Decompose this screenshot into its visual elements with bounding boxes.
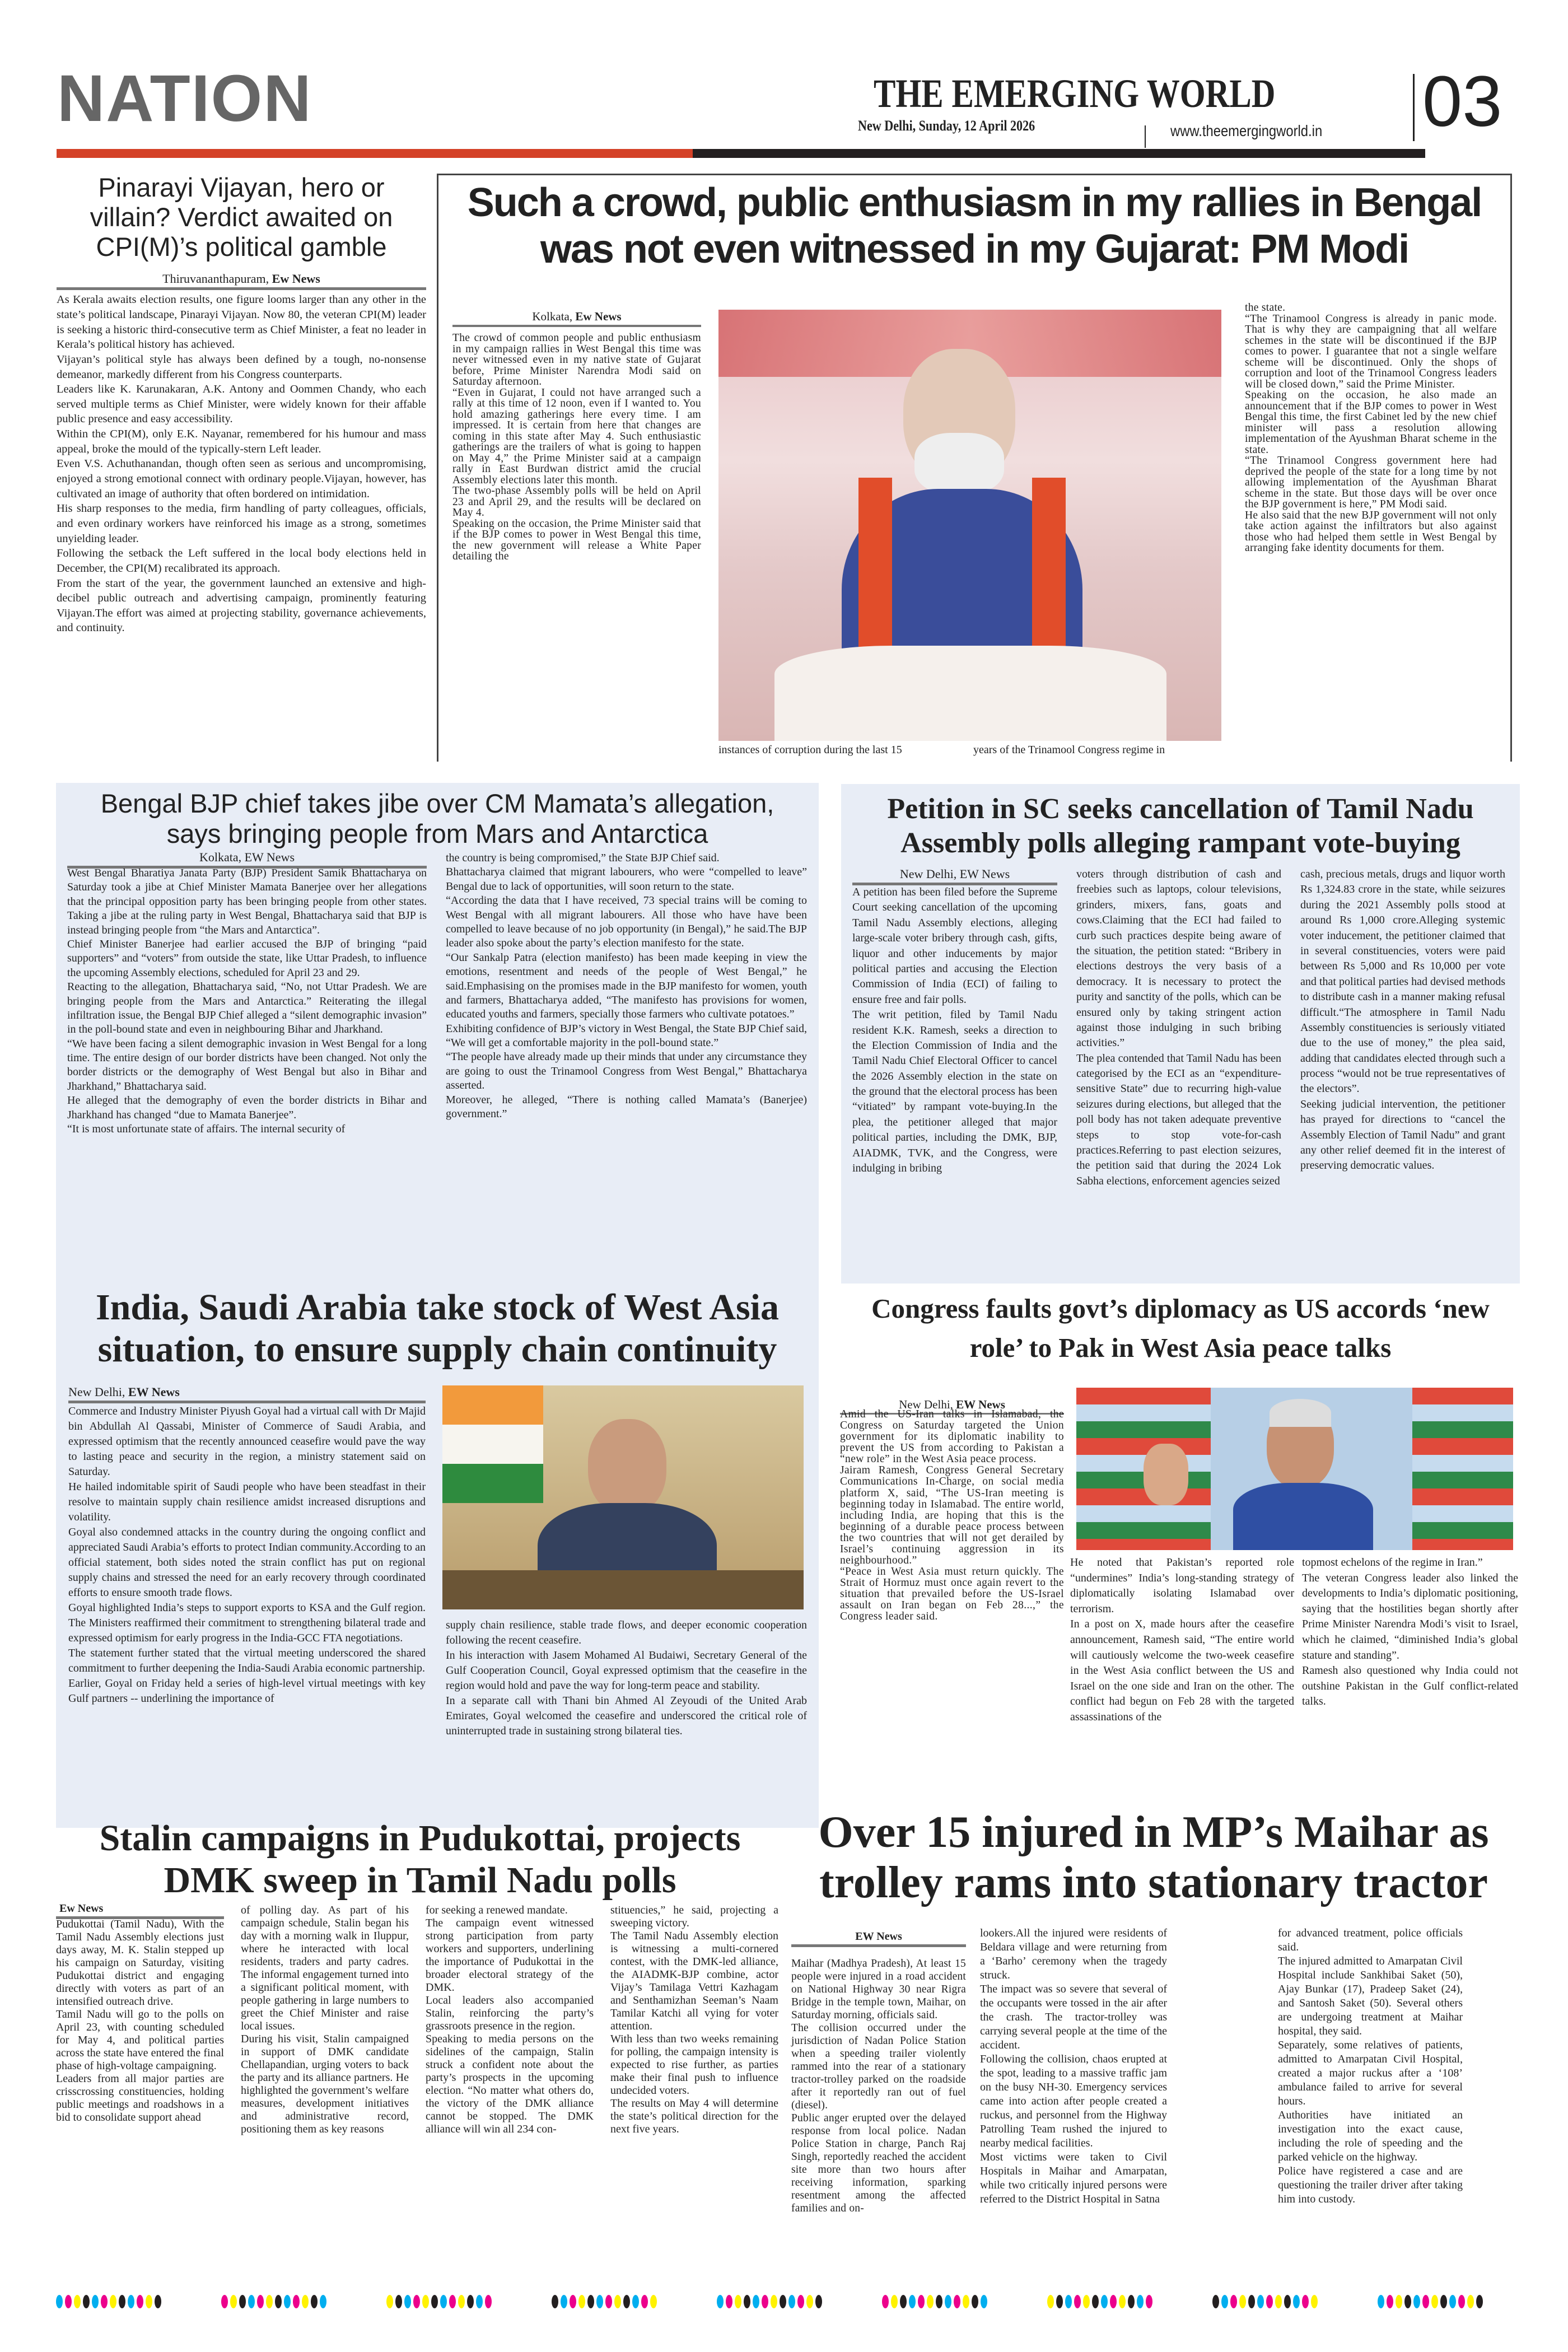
registration-dot bbox=[110, 2295, 116, 2308]
registration-dot bbox=[155, 2295, 161, 2308]
article-dateline bbox=[57, 272, 426, 290]
registration-dot bbox=[1302, 2295, 1309, 2308]
paragraph: The statement further stated that the virtual meeting underscored the shared commitment to further deepening the India-Saudi Arabia economic partnership. bbox=[68, 1647, 426, 1674]
registration-dot bbox=[293, 2295, 300, 2308]
registration-dot bbox=[1413, 2295, 1420, 2308]
issue-date: New Delhi, Sunday, 12 April 2026 bbox=[858, 118, 1035, 134]
registration-mark-group bbox=[56, 2295, 161, 2308]
registration-dot bbox=[900, 2295, 907, 2308]
registration-dot bbox=[221, 2295, 228, 2308]
registration-dot bbox=[74, 2295, 81, 2308]
paragraph: cash, precious metals, drugs and liquor worth Rs 1,324.83 crore in the state, while seizures during the 2021 Assembly polls stood at around Rs 1,000 crore.Alleging systemic voter inducement, the petitioner claimed that in several constituencies, voters were paid between Rs 5,000 and Rs 10,000 per vote and that political parties had devised methods to distribute cash in a manner making refusal difficult.“The atmosphere in Tamil Nadu Assembly constituencies is seriously vitiated due to the use of money,” the plea said, adding that candidates elected through such a process “would not be true representatives of the electors”. bbox=[1300, 868, 1505, 1095]
registration-mark-group bbox=[552, 2295, 657, 2308]
registration-dot bbox=[605, 2295, 612, 2308]
paragraph: As Kerala awaits election results, one figure looms larger than any other in the state’s political landscape, Pinarayi Vijayan. Now 80, the veteran CPI(M) leader is seeking a historic third-consecutive term as Chief Minister, a feat no leader in Kerala’s political history has achieved. bbox=[57, 293, 426, 351]
article-dateline bbox=[791, 1930, 966, 1947]
paragraph: He also said that the new BJP government will not only take action against the infiltrators but also against those who had helped them settle in West Bengal by arranging fake identity documents for them. bbox=[1245, 509, 1497, 554]
masthead-rule-red bbox=[57, 149, 693, 158]
registration-dot bbox=[1083, 2295, 1090, 2308]
registration-dot bbox=[1440, 2295, 1447, 2308]
registration-dot bbox=[422, 2295, 429, 2308]
article-body-col2 bbox=[446, 1618, 807, 1739]
party-symbol-backdrop bbox=[1412, 1388, 1513, 1550]
registration-dot bbox=[1467, 2295, 1474, 2308]
registration-dot bbox=[614, 2295, 621, 2308]
registration-mark-group bbox=[1378, 2295, 1483, 2308]
registration-dot bbox=[788, 2295, 795, 2308]
paragraph: The two-phase Assembly polls will be held on April 23 and April 29, and the results will be declared on May 4. bbox=[452, 485, 701, 519]
paragraph: “The people have already made up their minds that under any circumstance they are going to oust the Trinamool Congress from West Bengal,” Bhattacharya asserted. bbox=[446, 1051, 807, 1092]
dateline-place: Thiruvananthapuram, bbox=[162, 272, 269, 286]
page-number-divider bbox=[1413, 74, 1415, 141]
paragraph: “It is most unfortunate state of affairs. The internal security of bbox=[67, 1123, 346, 1136]
paragraph: “Peace in West Asia must return quickly. The Strait of Hormuz must once again revert to the situation that prevailed before the US-Israel assault on Iran began on Feb 28...,” the Congress leader said. bbox=[840, 1566, 1064, 1623]
paragraph: Police have registered a case and are questioning the trailer driver after taking him into custody. bbox=[1278, 2165, 1463, 2205]
paragraph: In his interaction with Jasem Mohamed Al Budaiwi, Secretary General of the Gulf Cooperation Council, Goyal expressed optimism that the ceasefire in the region would hold and pave the way for long-term peace and stability. bbox=[446, 1649, 807, 1692]
flag-white bbox=[442, 1425, 543, 1464]
registration-dot bbox=[458, 2295, 465, 2308]
registration-dot bbox=[561, 2295, 567, 2308]
article-body-col2 bbox=[446, 851, 807, 1121]
registration-dot bbox=[623, 2295, 630, 2308]
registration-dot bbox=[1431, 2295, 1438, 2308]
registration-dot bbox=[1404, 2295, 1411, 2308]
flag-green bbox=[442, 1464, 543, 1503]
registration-dot bbox=[762, 2295, 768, 2308]
paragraph: “According the data that I have received, 73 special trains will be coming to West Bengal with all migrant labourers. All those who have have been compelled to leave because of no job opportunity (in Bengal),” he said.The BJP leader also spoke about the party’s election manifesto for the state. bbox=[446, 894, 807, 950]
masthead-divider bbox=[1145, 125, 1146, 148]
registration-dot bbox=[1092, 2295, 1099, 2308]
photo-caption-right: years of the Trinamool Congress regime in bbox=[973, 744, 1165, 756]
paragraph: lookers.All the injured were residents of Beldara village and were returning from a ‘Barho’ ceremony when the tragedy struck. bbox=[980, 1927, 1167, 1981]
paragraph: Authorities have initiated an investigation into the exact cause, including the role of speeding and the parked vehicle on the highway. bbox=[1278, 2109, 1463, 2163]
registration-mark-group bbox=[221, 2295, 326, 2308]
registration-dot bbox=[302, 2295, 309, 2308]
paragraph: “The Trinamool Congress government here had deprived the people of the state for a long time by not allowing implementation of the Ayushman Bharat scheme in the state. But those days will be over once the BJP government is here,” PM Modi said. bbox=[1245, 455, 1497, 510]
section-title: NATION bbox=[57, 62, 312, 136]
paragraph: supply chain resilience, stable trade flows, and deeper economic cooperation following the recent ceasefire. bbox=[446, 1619, 807, 1646]
article-headline: Such a crowd, public enthusiasm in my rallies in Bengal was not even witnessed in my Gujarat: PM Modi bbox=[467, 180, 1482, 272]
registration-dot bbox=[257, 2295, 264, 2308]
paragraph: Speaking on the occasion, he also made an announcement that if the BJP comes to power in West Bengal this time, the first Cabinet led by the new chief minister will pass a resolution allowing implementation of the Ayushman Bharat scheme in the state. bbox=[1245, 389, 1497, 456]
podium bbox=[774, 646, 1166, 741]
registration-dot bbox=[972, 2295, 978, 2308]
goyal-video-call-photo bbox=[442, 1385, 804, 1609]
registration-dot bbox=[1293, 2295, 1300, 2308]
paragraph: Tamil Nadu will go to the polls on April 23, with counting scheduled for May 4, and political parties across the state have entered the final phase of high-voltage campaigning. bbox=[56, 2008, 224, 2072]
paragraph: Ramesh also questioned why India could not outshine Pakistan in the Gulf conflict-related talks. bbox=[1302, 1664, 1518, 1708]
registration-dot bbox=[56, 2295, 63, 2308]
paragraph: Reacting to the allegation, Bhattacharya said, “No, not Uttar Pradesh. We are bringing people from the Mars and Antarctica.” Reiterating the illegal infiltration issue, the Bengal BJP Chief alleged a “silent demographic invasion” in the poll-bound state and even in neighbouring Bihar and Jharkhand. bbox=[67, 981, 427, 1036]
registration-dot bbox=[891, 2295, 898, 2308]
article-body-col1 bbox=[67, 866, 427, 1136]
paragraph: stituencies,” he said, projecting a sweeping victory. bbox=[610, 1904, 778, 1929]
registration-dot bbox=[981, 2295, 987, 2308]
registration-dot bbox=[806, 2295, 813, 2308]
registration-dot bbox=[882, 2295, 889, 2308]
registration-dot bbox=[137, 2295, 143, 2308]
registration-dot bbox=[578, 2295, 585, 2308]
registration-dot bbox=[101, 2295, 108, 2308]
dateline-agency: EW News bbox=[956, 1398, 1005, 1411]
registration-dot bbox=[128, 2295, 134, 2308]
paragraph: Speaking to media persons on the sidelines of the campaign, Stalin struck a confident note about the party’s prospects in the upcoming election. “No matter what others do, the victory of the DMK alliance cannot be stopped. The DMK alliance will win all 234 con- bbox=[426, 2033, 594, 2135]
paragraph: West Bengal Bharatiya Janata Party (BJP) President Samik Bhattacharya on Saturday took a jibe at Chief Minister Mamata Banerjee over her allegations that the principal opposition party has been bringing people from other states. Taking a jibe at the ruling party in West Bengal, Bhattacharya said that BJP is instead bringing people from “the Mars and Antarctica”. bbox=[67, 867, 427, 936]
masthead-rule-black bbox=[693, 149, 1425, 158]
registration-dot bbox=[587, 2295, 594, 2308]
dateline-agency: Ew News bbox=[272, 272, 320, 286]
article-headline: Over 15 injured in MP’s Maihar as trolley rams into stationary tractor bbox=[818, 1808, 1489, 1907]
registration-dot bbox=[771, 2295, 777, 2308]
registration-dot bbox=[1248, 2295, 1255, 2308]
registration-dot bbox=[927, 2295, 934, 2308]
newspaper-title: THE EMERGING WORLD bbox=[874, 71, 1276, 116]
article-body-col1 bbox=[56, 1918, 224, 2124]
registration-dot bbox=[1311, 2295, 1318, 2308]
article-body-col3 bbox=[426, 1904, 594, 2136]
article-dateline bbox=[68, 1385, 426, 1403]
registration-dot bbox=[954, 2295, 960, 2308]
registration-dot bbox=[1266, 2295, 1273, 2308]
dateline-agency: Ew News bbox=[59, 1902, 104, 1915]
paragraph: the country is being compromised,” the State BJP Chief said. bbox=[446, 852, 720, 864]
article-headline: Petition in SC seeks cancellation of Tamil Nadu Assembly polls alleging rampant vote-buying bbox=[887, 793, 1474, 860]
paragraph: “The Trinamool Congress is already in panic mode. That is why they are campaigning that all welfare schemes in the state will be discontinued if the BJP comes to power. I guarantee that not a single welfare scheme will be discontinued. Only the shops of corruption and loot of the Trinamool Congress leaders will be closed down,” said the Prime Minister. bbox=[1245, 312, 1497, 390]
paragraph: for seeking a renewed mandate. bbox=[426, 1904, 568, 1916]
registration-dot bbox=[1128, 2295, 1135, 2308]
registration-dot bbox=[320, 2295, 326, 2308]
paragraph: topmost echelons of the regime in Iran.” bbox=[1302, 1556, 1483, 1569]
article-body-col3 bbox=[1302, 1555, 1518, 1710]
paragraph: He alleged that the demography of even the border districts in Bihar and Jharkhand has changed “due to Mamata Banerjee”. bbox=[67, 1094, 427, 1121]
registration-dot bbox=[65, 2295, 72, 2308]
registration-dot bbox=[1101, 2295, 1108, 2308]
registration-dot bbox=[1378, 2295, 1384, 2308]
website-link[interactable]: www.theemergingworld.in bbox=[1170, 122, 1323, 139]
paragraph: “Even in Gujarat, I could not have arranged such a rally at this time of 12 noon, even if I wanted to. You hold amazing gatherings here every time. I am impressed. It is certain from here that changes are coming in this state after May 4. Such enthusiastic gatherings are the trailers of what is going to happen on May 4,” the Prime Minister said at a campaign rally in East Burdwan district amid the crucial Assembly elections later this month. bbox=[452, 386, 701, 486]
paragraph: Amid the US-Iran talks in Islamabad, the Congress on Saturday targeted the Union government for its diplomatic inability to prevent the US from according to Pakistan a “new role” in the West Asia peace process. bbox=[840, 1408, 1064, 1466]
print-registration-marks bbox=[56, 2295, 1523, 2308]
registration-dot bbox=[753, 2295, 759, 2308]
registration-mark-group bbox=[717, 2295, 822, 2308]
article-body-col1 bbox=[791, 1957, 966, 2215]
registration-dot bbox=[1221, 2295, 1228, 2308]
paragraph: From the start of the year, the government launched an extensive and high-decibel public outreach and advertising campaign, prominently featuring Vijayan.The effort was aimed at projecting stability, governance achievements, and continuity. bbox=[57, 577, 426, 634]
registration-dot bbox=[641, 2295, 648, 2308]
paragraph: Local leaders also accompanied Stalin, reinforcing the party’s grassroots presence in the region. bbox=[426, 1994, 594, 2032]
registration-dot bbox=[413, 2295, 420, 2308]
dateline-agency: Ew News bbox=[575, 310, 622, 323]
paragraph: of polling day. As part of his campaign schedule, Stalin began his day with a morning walk in Iluppur, where he interacted with local residents, traders and party cadres. The informal engagement turned into a significant political moment, with people gathering in large numbers to greet the Chief Minister and raise local issues. bbox=[241, 1904, 409, 2032]
paragraph: Following the setback the Left suffered in the local body elections held in December, the CPI(M) recalibrated its approach. bbox=[57, 547, 426, 575]
article-headline: Bengal BJP chief takes jibe over CM Mamata’s allegation, says bringing people from Mars and Antarctica bbox=[100, 788, 774, 849]
registration-mark-group bbox=[882, 2295, 987, 2308]
paragraph: The campaign event witnessed strong participation from party workers and supporters, underlining the importance of Pudukottai in the broader electoral strategy of the DMK. bbox=[426, 1917, 594, 1994]
registration-dot bbox=[744, 2295, 750, 2308]
article-headline: Stalin campaigns in Pudukottai, projects DMK sweep in Tamil Nadu polls bbox=[99, 1818, 741, 1901]
registration-dot bbox=[650, 2295, 657, 2308]
registration-dot bbox=[386, 2295, 393, 2308]
registration-dot bbox=[266, 2295, 273, 2308]
registration-dot bbox=[909, 2295, 916, 2308]
registration-dot bbox=[726, 2295, 732, 2308]
flag-saffron bbox=[442, 1385, 543, 1425]
article-vijayan bbox=[57, 172, 426, 760]
registration-dot bbox=[1119, 2295, 1126, 2308]
registration-dot bbox=[449, 2295, 456, 2308]
registration-dot bbox=[230, 2295, 237, 2308]
paragraph: Moreover, he alleged, “There is nothing called Mamata’s (Banerjee) government.” bbox=[446, 1093, 807, 1121]
article-headline: Pinarayi Vijayan, hero or villain? Verdict awaited on CPI(M)’s political gamble bbox=[90, 172, 393, 262]
paragraph: His sharp responses to the media, firm handling of party colleagues, officials, and even ordinary workers have reinforced his image as a strong, sometimes unyielding leader. bbox=[57, 502, 426, 545]
article-body-col2 bbox=[980, 1926, 1167, 2206]
article-headline: India, Saudi Arabia take stock of West Asia situation, to ensure supply chain continuity bbox=[95, 1287, 780, 1370]
paragraph: He hailed indomitable spirit of Saudi people who have been steadfast in their resolve to maintain supply chain resilience amidst increased disruptions and volatility. bbox=[68, 1481, 426, 1523]
paragraph: The impact was so severe that several of the occupants were tossed in the air after the crash. The tractor-trolley was carrying several people at the time of the accident. bbox=[980, 1983, 1167, 2051]
article-body-col4 bbox=[610, 1904, 778, 2136]
registration-dot bbox=[92, 2295, 99, 2308]
dateline-place: Kolkata, bbox=[532, 310, 573, 323]
registration-dot bbox=[275, 2295, 282, 2308]
registration-mark-group bbox=[1047, 2295, 1152, 2308]
registration-dot bbox=[717, 2295, 724, 2308]
desk bbox=[442, 1570, 804, 1609]
paragraph: for advanced treatment, police officials said. bbox=[1278, 1927, 1463, 1953]
paragraph: “Our Sankalp Patra (election manifesto) has been made keeping in view the emotions, resentment and needs of the people of West Bengal,” he said.Emphasising on the promises made in the BJP manifesto for women, youth and farmers, Bhattacharya added, “The manifesto has provisions for women, educated youths and farmers, specially those farmers who cultivate potatoes.” bbox=[446, 951, 807, 1021]
registration-dot bbox=[1065, 2295, 1072, 2308]
registration-dot bbox=[119, 2295, 125, 2308]
paragraph: Even V.S. Achuthanandan, though often seen as serious and uncompromising, enjoyed a strong emotional connect with ordinary people.Vijayan, however, has cultivated an image of authority that often bordered on intimidation. bbox=[57, 458, 426, 500]
registration-dot bbox=[1476, 2295, 1483, 2308]
paragraph: In a separate call with Thani bin Ahmed Al Zeyoudi of the United Arab Emirates, Goyal welcomed the ceasefire and underscored the critical role of uninterrupted trade in sustaining strong bilateral ties. bbox=[446, 1695, 807, 1737]
article-dateline: New Delhi, EW News bbox=[852, 867, 1057, 885]
registration-dot bbox=[596, 2295, 603, 2308]
paragraph: The plea contended that Tamil Nadu has been categorised by the ECI as an “expenditure-sensitive State” due to recurring high-value seizures during elections, but alleged that the poll body has not taken adequate preventive steps to stop vote-for-cash practices.Referring to past election seizures, the petition said that during the 2024 Lok Sabha elections, enforcement agencies seized bbox=[1076, 1052, 1281, 1187]
article-body-col1 bbox=[852, 885, 1057, 1176]
paragraph: In a post on X, made hours after the ceasefire announcement, Ramesh said, “The entire world will cautiously welcome the two-week ceasefire in the West Asia conflict between the US and Israel on the one side and Iran on the other. The conflict had begun on Feb 28 with the targeted assassinations of the bbox=[1070, 1618, 1294, 1723]
registration-dot bbox=[440, 2295, 447, 2308]
paragraph: Commerce and Industry Minister Piyush Goyal had a virtual call with Dr Majid bin Abdullah Al Qassabi, Minister of Commerce of Saudi Arabia, and expressed optimism that the recently announced ceasefire would pave the way to lasting peace and security in the region, a ministry statement said on Saturday. bbox=[68, 1405, 426, 1478]
article-dateline bbox=[452, 310, 701, 327]
dateline-place: New Delhi, bbox=[68, 1385, 125, 1399]
registration-dot bbox=[284, 2295, 291, 2308]
paragraph: The veteran Congress leader also linked the developments to India’s diplomatic positioning, saying that the hostilities began shortly after Prime Minister Narendra Modi’s visit to Israel, which he claimed, “diminished India’s global stature and standing”. bbox=[1302, 1571, 1518, 1662]
paragraph: Speaking on the occasion, the Prime Minister said that if the BJP comes to power in West Bengal this time, the new government will release a White Paper detailing the bbox=[452, 517, 701, 562]
paragraph: Goyal highlighted India’s steps to support exports to KSA and the Gulf region. The Ministers reaffirmed their commitment to strengthening bilateral trade and expressed optimism for early progress in the India-GCC FTA negotiations. bbox=[68, 1602, 426, 1644]
raised-hand bbox=[1144, 1444, 1188, 1505]
paragraph: A petition has been filed before the Supreme Court seeking cancellation of the upcoming Tamil Nadu Assembly elections, alleging large-scale voter bribery through cash, gifts, liquor and other inducements by major political parties and accusing the Election Commission of India (ECI) of failing to ensure free and fair polls. bbox=[852, 886, 1057, 1006]
paragraph: During his visit, Stalin campaigned in support of DMK candidate Chellapandian, urging voters to back the party and its alliance partners. He highlighted the government’s welfare measures, development initiatives and administrative record, positioning them as key reasons bbox=[241, 2033, 409, 2135]
paragraph: Separately, some relatives of patients, admitted to Amarpatan Civil Hospital, created a major ruckus after a ‘108’ ambulance failed to arrive for several hours. bbox=[1278, 2039, 1463, 2107]
registration-dot bbox=[1074, 2295, 1081, 2308]
paragraph: Jairam Ramesh, Congress General Secretary Communications In-Charge, on social media platform X, said, “The US-Iran meeting is beginning today in Islamabad. The entire world, including India, are hoping that this is the beginning of a durable peace process between the two countries that will not get derailed by Israel’s continuing aggression in its neighbourhood.” bbox=[840, 1464, 1064, 1567]
paragraph: Within the CPI(M), only E.K. Nayanar, remembered for his humour and mass appeal, broke the mould of the typically-stern Left leader. bbox=[57, 428, 426, 455]
registration-dot bbox=[467, 2295, 474, 2308]
registration-dot bbox=[1056, 2295, 1063, 2308]
paragraph: Bhattacharya claimed that migrant labourers, who were “compelled to leave” Bengal due to lack of opportunities, will soon return to the state. bbox=[446, 866, 807, 893]
registration-dot bbox=[1422, 2295, 1429, 2308]
registration-dot bbox=[239, 2295, 246, 2308]
paragraph: Most victims were taken to Civil Hospitals in Maihar and Amarpatan, while two critically injured persons were referred to the District Hospital in Satna bbox=[980, 2151, 1167, 2205]
article-body-col3 bbox=[1245, 302, 1497, 554]
registration-dot bbox=[936, 2295, 942, 2308]
registration-mark-group bbox=[386, 2295, 492, 2308]
paragraph: Vijayan’s political style has always been defined by a tough, no-nonsense demeanor, markedly different from his Congress counterparts. bbox=[57, 353, 426, 381]
paragraph: With less than two weeks remaining for polling, the campaign intensity is expected to rise further, as parties make their final push to influence undecided voters. bbox=[610, 2033, 778, 2097]
registration-dot bbox=[1257, 2295, 1264, 2308]
paragraph: The collision occurred under the jurisdiction of Nadan Police Station when a speeding trailer violently rammed into the rear of a stationary tractor-trolley parked on the roadside after it reportedly ran out of fuel (diesel). bbox=[791, 2022, 966, 2111]
paragraph: The writ petition, filed by Tamil Nadu resident K.K. Ramesh, seeks a direction to the Election Commission of India and the Tamil Nadu Chief Electoral Officer to cancel the 2026 Assembly election in the state on the ground that the electoral process has been “vitiated” by rampant vote-buying.In the plea, the petitioner alleged that major political parties, including the DMK, BJP, AIADMK, TVK, and the Congress, were indulging in bribing bbox=[852, 1009, 1057, 1175]
dateline-place: New Delhi, bbox=[899, 1398, 953, 1411]
paragraph: voters through distribution of cash and freebies such as laptops, colour televisions, grinders, mixers, fans, goats and cows.Claiming that the ECI had failed to curb such practices despite being aware of the situation, the petition stated: “Bribery in elections destroys the very basis of a democracy. It is necessary to protect the purity and sanctity of the polls, which can be ensured only by taking stringent action against those indulging in such bribing activities.” bbox=[1076, 868, 1281, 1049]
registration-dot bbox=[945, 2295, 951, 2308]
article-body-col2 bbox=[1070, 1555, 1294, 1725]
registration-dot bbox=[815, 2295, 822, 2308]
registration-dot bbox=[404, 2295, 411, 2308]
article-dateline: Kolkata, EW News bbox=[67, 850, 427, 869]
registration-dot bbox=[146, 2295, 152, 2308]
paragraph: He noted that Pakistan’s reported role “undermines” India’s long-standing strategy of diplomatically isolating Islamabad over terrorism. bbox=[1070, 1556, 1294, 1615]
registration-dot bbox=[918, 2295, 925, 2308]
registration-dot bbox=[395, 2295, 402, 2308]
article-body-col1 bbox=[452, 333, 701, 562]
paragraph: Chief Minister Banerjee had earlier accused the BJP of bringing “paid supporters” and “voters” from outside the state, like Uttar Pradesh, to influence the upcoming Assembly elections, scheduled for April 23 and 29. bbox=[67, 937, 427, 979]
article-body-col1 bbox=[840, 1409, 1064, 1622]
article-body-col1 bbox=[68, 1404, 426, 1706]
speaker-jacket bbox=[1233, 1483, 1373, 1550]
speaker-beard bbox=[914, 433, 1004, 494]
article-body-col2 bbox=[241, 1904, 409, 2136]
photo-caption-left: instances of corruption during the last 15 bbox=[718, 744, 902, 756]
paragraph: The crowd of common people and public enthusiasm in my campaign rallies in West Bengal this time was never witnessed even in my native state of Gujarat before, Prime Minister Narendra Modi said on Saturday afternoon. bbox=[452, 332, 701, 388]
registration-dot bbox=[632, 2295, 639, 2308]
registration-dot bbox=[1230, 2295, 1237, 2308]
registration-dot bbox=[1146, 2295, 1152, 2308]
jairam-ramesh-photo bbox=[1076, 1388, 1513, 1550]
paragraph: Maihar (Madhya Pradesh), At least 15 people were injured in a road accident on National Highway 30 near Rigra Bridge in the temple town, Maihar, on Saturday morning, officials said. bbox=[791, 1958, 966, 2021]
paragraph: the state. bbox=[1245, 302, 1286, 314]
registration-dot bbox=[963, 2295, 969, 2308]
paragraph: The results on May 4 will determine the state’s political direction for the next five years. bbox=[610, 2097, 778, 2135]
registration-dot bbox=[1137, 2295, 1144, 2308]
paragraph: Earlier, Goyal on Friday held a series of high-level virtual meetings with key Gulf partners -- underlining the importance of bbox=[68, 1677, 426, 1705]
article-headline: Congress faults govt’s diplomacy as US accords ‘new role’ to Pak in West Asia peace talks bbox=[871, 1293, 1490, 1363]
speaker-hair bbox=[1270, 1399, 1331, 1427]
registration-dot bbox=[311, 2295, 318, 2308]
article-body-col2 bbox=[1076, 867, 1281, 1189]
registration-dot bbox=[485, 2295, 492, 2308]
paragraph: Seeking judicial intervention, the petitioner has prayed for directions to “cancel the Assembly Election of Tamil Nadu” and grant any other relief deemed fit in the interest of preserving democratic values. bbox=[1300, 1098, 1505, 1172]
modi-rally-photo bbox=[718, 310, 1221, 741]
paragraph: Pudukottai (Tamil Nadu), With the Tamil Nadu Assembly elections just days away, M. K. Stalin stepped up his campaign on Saturday, visiting Pudukottai district and engaging directly with voters as part of an intensified outreach drive. bbox=[56, 1918, 224, 2008]
registration-dot bbox=[1387, 2295, 1393, 2308]
article-body-col3 bbox=[1300, 867, 1505, 1174]
paragraph: The injured admitted to Amarpatan Civil Hospital include Sankhibai Saket (50), Ajay Bunkar (17), Pradeep Saket (24), and Santosh Saket (50). Several others are undergoing treatment at Maihar hospital, they said. bbox=[1278, 1955, 1463, 2037]
registration-dot bbox=[1239, 2295, 1246, 2308]
registration-dot bbox=[83, 2295, 90, 2308]
article-body bbox=[57, 292, 426, 636]
registration-dot bbox=[248, 2295, 255, 2308]
registration-dot bbox=[1284, 2295, 1291, 2308]
article-body-col3 bbox=[1182, 1926, 1519, 2206]
registration-dot bbox=[1396, 2295, 1402, 2308]
dateline-agency: EW News bbox=[855, 1930, 902, 1943]
registration-dot bbox=[797, 2295, 804, 2308]
dateline-agency: EW News bbox=[128, 1385, 180, 1399]
registration-dot bbox=[431, 2295, 438, 2308]
registration-dot bbox=[570, 2295, 576, 2308]
registration-dot bbox=[476, 2295, 483, 2308]
registration-dot bbox=[1212, 2295, 1219, 2308]
registration-dot bbox=[1449, 2295, 1456, 2308]
paragraph: “We have been facing a silent demographic invasion in West Bengal for a long time. The entire design of our border districts have been changed. Not only the border districts or the demography of West Bengal but also in Bihar and Jharkhand,” Bhattacharya said. bbox=[67, 1037, 427, 1093]
page-number: 03 bbox=[1422, 62, 1502, 142]
paragraph: Exhibiting confidence of BJP’s victory in West Bengal, the State BJP Chief said, “We will get a comfortable majority in the poll-bound state.” bbox=[446, 1022, 807, 1049]
paragraph: Goyal also condemned attacks in the country during the ongoing conflict and appreciated Saudi Arabia’s efforts to protect Indian community.According to an official statement, both sides noted the strain conflict has put on regional supply chains and stressed the need for an early recovery through coordinated efforts to ensure smooth trade flows. bbox=[68, 1526, 426, 1599]
registration-dot bbox=[1110, 2295, 1117, 2308]
paragraph: The Tamil Nadu Assembly election is witnessing a multi-cornered contest, with the DMK-led alliance, the AIADMK-BJP combine, actor Vijay’s Tamilaga Vettri Kazhagam and Senthamizhan Seeman’s Naam Tamilar Katchi all vying for voter attention. bbox=[610, 1930, 778, 2032]
registration-dot bbox=[1458, 2295, 1465, 2308]
registration-dot bbox=[552, 2295, 558, 2308]
paragraph: Public anger erupted over the delayed response from local police. Nadan Police Station in charge, Panch Raj Singh, reportedly reached the accident site more than two hours after receiving information, sparking resentment among the affected families and on- bbox=[791, 2112, 966, 2214]
paragraph: Leaders from all major parties are crisscrossing constituencies, holding public meetings and roadshows in a bid to consolidate support ahead bbox=[56, 2073, 224, 2124]
paragraph: Following the collision, chaos erupted at the spot, leading to a massive traffic jam on the busy NH-30. Emergency services came into action after people created a ruckus, and personnel from the Highway Patrolling Team rushed the injured to nearby medical facilities. bbox=[980, 2053, 1167, 2149]
registration-dot bbox=[1275, 2295, 1282, 2308]
paragraph: Leaders like K. Karunakaran, A.K. Antony and Oommen Chandy, who each served multiple terms as Chief Minister, were widely known for their affable public presence and easy accessibility. bbox=[57, 383, 426, 426]
registration-dot bbox=[1047, 2295, 1054, 2308]
article-dateline bbox=[56, 1902, 224, 1919]
registration-dot bbox=[735, 2295, 741, 2308]
speaker-head bbox=[588, 1419, 666, 1514]
registration-dot bbox=[780, 2295, 786, 2308]
registration-mark-group bbox=[1212, 2295, 1318, 2308]
